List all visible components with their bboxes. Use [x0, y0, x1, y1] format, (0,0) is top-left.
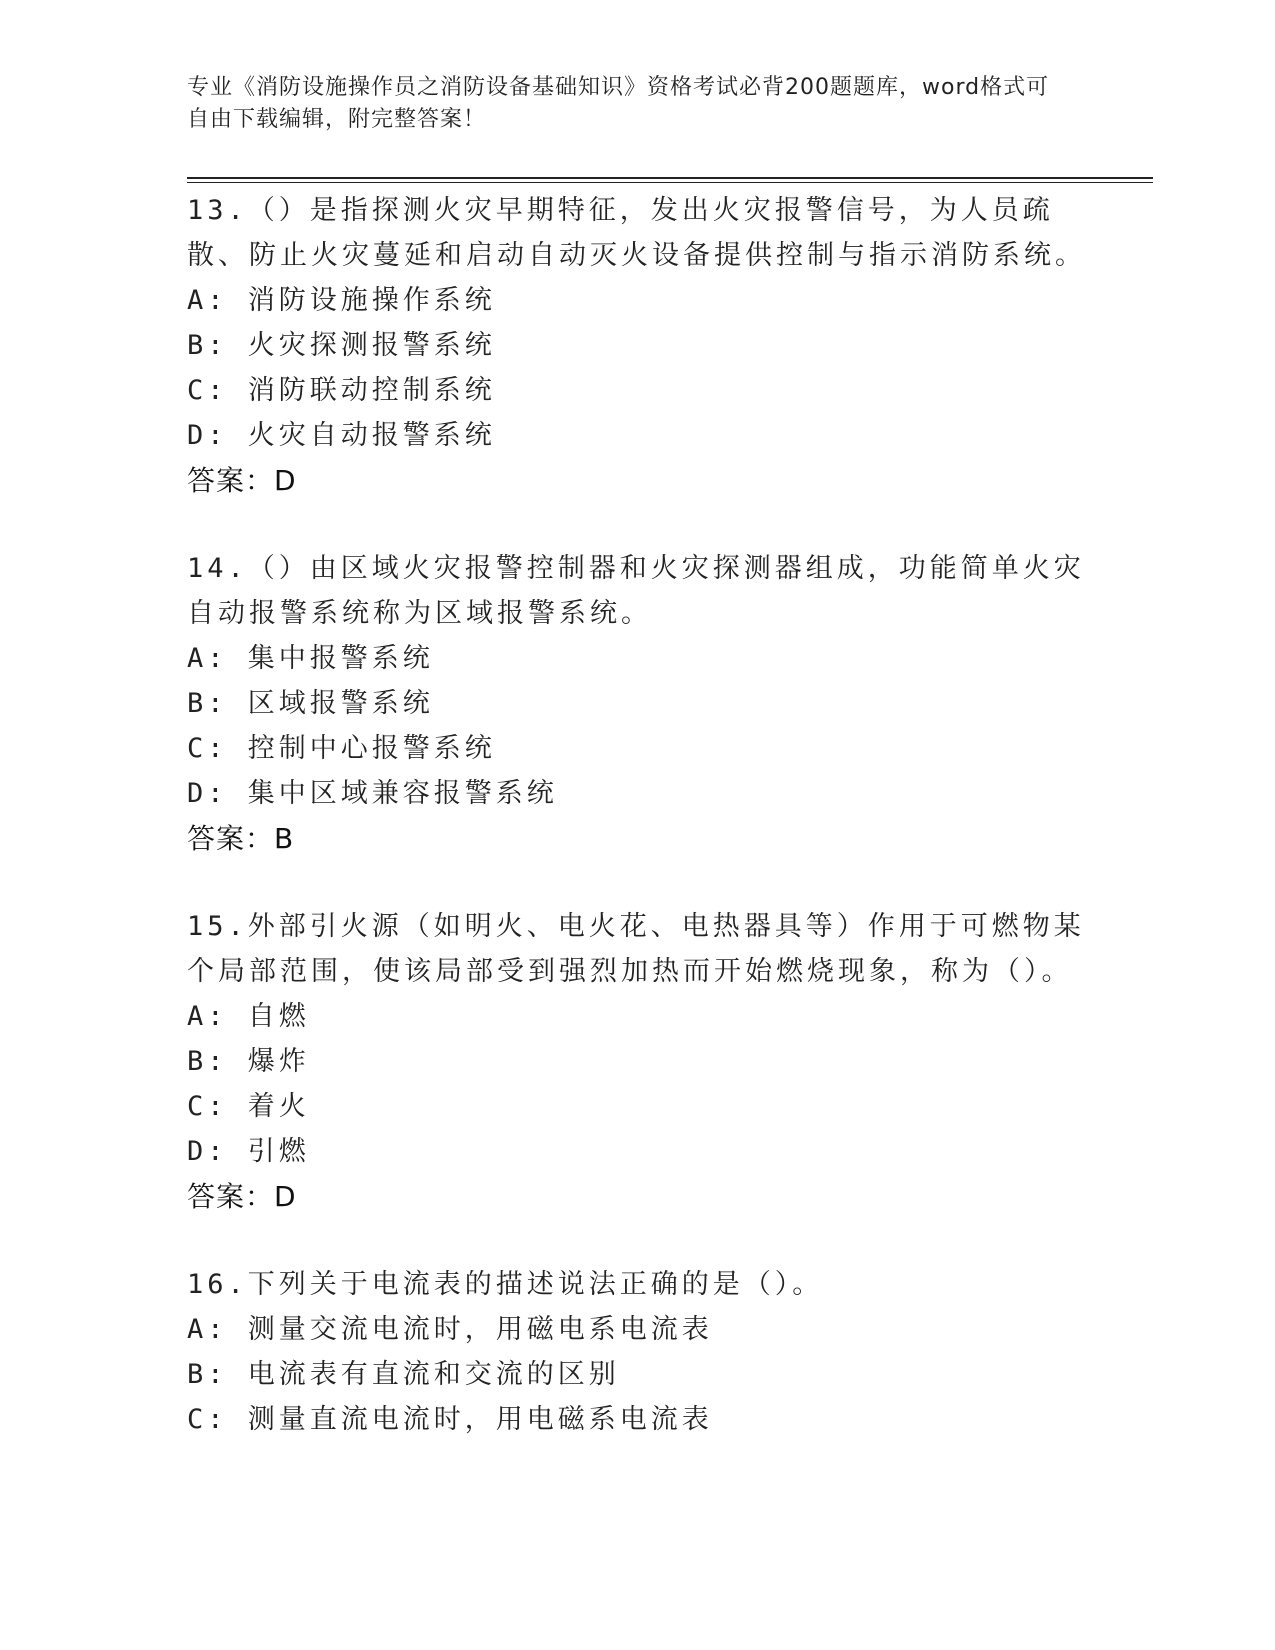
option-d: D: 集中区域兼容报警系统: [187, 778, 558, 809]
question-16: [187, 1262, 1087, 1442]
option-c: C: 消防联动控制系统: [187, 375, 496, 406]
question-14: [187, 546, 1087, 862]
option-a: A: 自燃: [187, 1001, 310, 1032]
question-stem: 13.（）是指探测火灾早期特征，发出火灾报警信号，为人员疏散、防止火灾蔓延和启动自动灭火设备提供控制与指示消防系统。: [187, 195, 1086, 271]
question-13: [187, 188, 1087, 504]
option-a: A: 消防设施操作系统: [187, 285, 496, 316]
answer: 答案：B: [187, 822, 295, 855]
option-c: C: 着火: [187, 1091, 310, 1122]
question-stem: 16.下列关于电流表的描述说法正确的是（）。: [187, 1269, 824, 1300]
document-header: 专业《消防设施操作员之消防设备基础知识》资格考试必背200题题库，word格式可自由下载编辑，附完整答案！: [187, 75, 1050, 132]
question-stem: 15.外部引火源（如明火、电火花、电热器具等）作用于可燃物某个局部范围，使该局部受到强烈加热而开始燃烧现象，称为（）。: [187, 911, 1085, 987]
option-d: D: 引燃: [187, 1136, 310, 1167]
answer: 答案：D: [187, 1180, 297, 1213]
option-d: D: 火灾自动报警系统: [187, 420, 496, 451]
option-c: C: 控制中心报警系统: [187, 733, 496, 764]
header-divider-thin: [187, 182, 1153, 183]
option-b: B: 爆炸: [187, 1046, 310, 1077]
option-a: A: 集中报警系统: [187, 643, 434, 674]
answer: 答案：D: [187, 464, 297, 497]
header-divider-thick: [187, 177, 1153, 179]
question-stem: 14.（）由区域火灾报警控制器和火灾探测器组成，功能简单火灾自动报警系统称为区域报警系统。: [187, 553, 1085, 629]
question-15: [187, 904, 1087, 1220]
option-b: B: 电流表有直流和交流的区别: [187, 1359, 620, 1390]
option-b: B: 区域报警系统: [187, 688, 434, 719]
option-a: A: 测量交流电流时，用磁电系电流表: [187, 1314, 713, 1345]
option-b: B: 火灾探测报警系统: [187, 330, 496, 361]
question-list: [187, 188, 1087, 1484]
option-c: C: 测量直流电流时，用电磁系电流表: [187, 1404, 713, 1435]
